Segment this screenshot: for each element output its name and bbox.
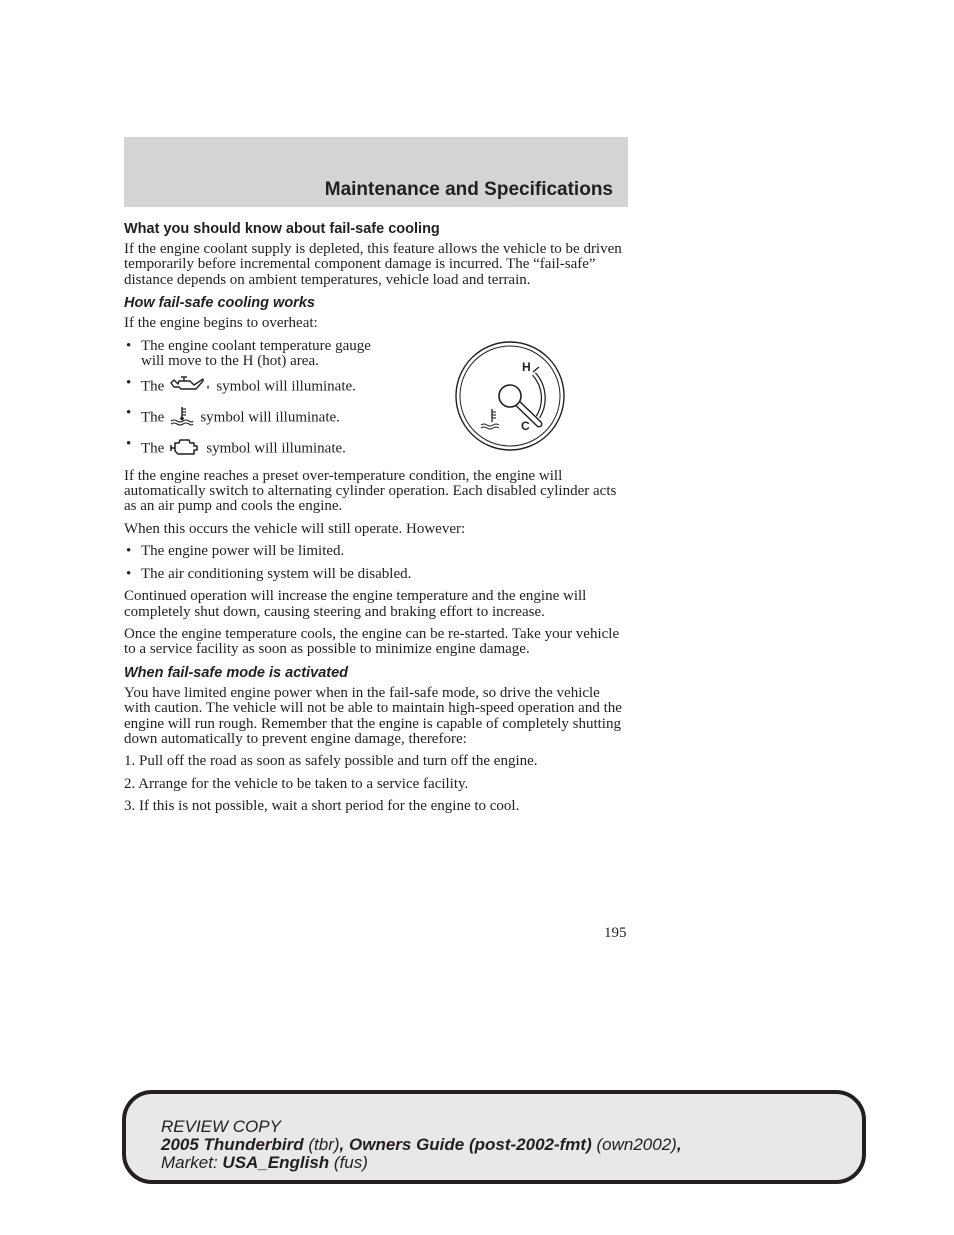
check-engine-icon bbox=[170, 437, 200, 461]
market-label: Market: bbox=[161, 1153, 218, 1172]
review-label: REVIEW COPY bbox=[161, 1117, 281, 1136]
list-item: • The symbol will illuminate. bbox=[124, 376, 381, 398]
page-number: 195 bbox=[604, 925, 627, 941]
limited-paragraph: You have limited engine power when in the fail-safe mode, so drive the vehicle with caution. The vehicle will not be able to maintain high-speed operation and the engine will run rough. Remember that the engine is capable of completely shutting down automatically to prevent engine damage, therefore: bbox=[124, 684, 622, 747]
section-header-band bbox=[124, 137, 628, 207]
list-item: 1. Pull off the road as soon as safely possible and turn off the engine. bbox=[124, 753, 538, 770]
list-item: • The engine power will be limited. bbox=[124, 544, 628, 559]
gauge-hot-label: H bbox=[522, 360, 531, 374]
continued-paragraph: Continued operation will increase the engine temperature and the engine will completely shut down, causing steering and braking effort to increase. bbox=[124, 588, 587, 620]
list-item: • The engine coolant temperature gauge will move to the H (hot) area. bbox=[124, 339, 381, 370]
overheat-lead: If the engine begins to overheat: bbox=[124, 315, 318, 332]
market-name: USA_English bbox=[222, 1153, 330, 1172]
list-item: • The symbol will illuminate. bbox=[124, 437, 628, 461]
list-item: 2. Arrange for the vehicle to be taken to a service facility. bbox=[124, 775, 469, 792]
activated-heading: When fail-safe mode is activated bbox=[124, 664, 349, 681]
intro-paragraph: If the engine coolant supply is depleted, this feature allows the vehicle to be driven temporarily before incremental component damage is incurred. The “fail-safe” distance depends on ambient temperatures, vehicle load and terrain. bbox=[124, 241, 622, 288]
gauge-cold-label: C bbox=[521, 419, 530, 433]
page-content bbox=[124, 221, 628, 822]
how-heading: How fail-safe cooling works bbox=[124, 295, 315, 312]
list-item: • The air conditioning system will be disabled. bbox=[124, 567, 628, 582]
guide-name: , Owners Guide (post-2002-fmt) bbox=[339, 1135, 592, 1154]
review-copy-text: REVIEW COPY 2005 Thunderbird (tbr), Owners Guide (post-2002-fmt) (own2002), Market: USA_English (fus) bbox=[161, 1117, 682, 1172]
still-operate-paragraph: When this occurs the vehicle will still operate. However: bbox=[124, 520, 466, 537]
list-item: 3. If this is not possible, wait a short period for the engine to cool. bbox=[124, 798, 520, 815]
failsafe-heading: What you should know about fail-safe cooling bbox=[124, 221, 440, 237]
list-item: • The symbol will illuminate. bbox=[124, 406, 628, 430]
overtemp-paragraph: If the engine reaches a preset over-temperature condition, the engine will automatically switch to alternating cylinder operation. Each disabled cylinder acts as an air pump and cools the engine. bbox=[124, 467, 617, 515]
oil-can-icon bbox=[170, 376, 210, 398]
once-paragraph: Once the engine temperature cools, the engine can be re-started. Take your vehicle to a service facility as soon as possible to minimize engine damage. bbox=[124, 625, 620, 658]
section-title: Maintenance and Specifications bbox=[324, 179, 613, 200]
operate-bullet-list bbox=[124, 544, 628, 582]
steps-list bbox=[124, 754, 628, 814]
coolant-temperature-icon bbox=[170, 406, 194, 430]
coolant-temperature-gauge bbox=[454, 340, 566, 457]
model-name: 2005 Thunderbird bbox=[161, 1135, 304, 1154]
